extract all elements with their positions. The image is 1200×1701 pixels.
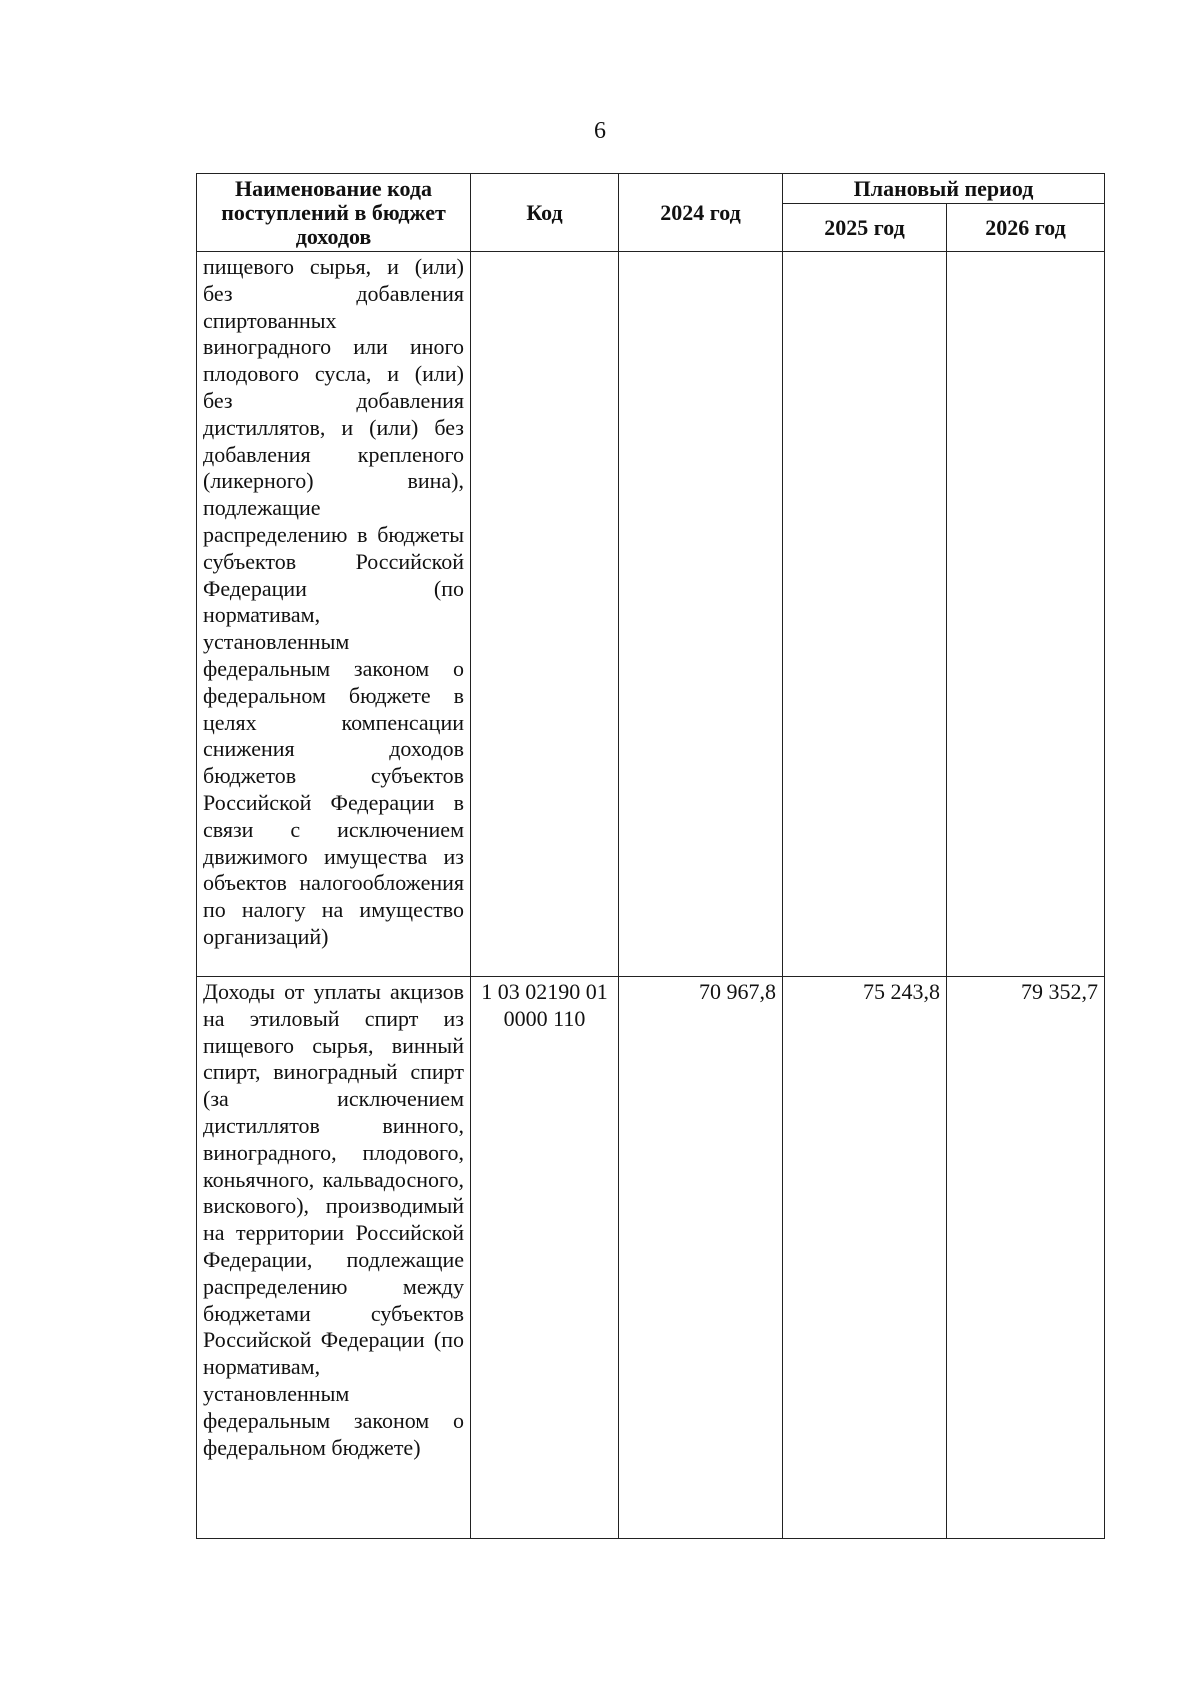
header-2026: 2026 год bbox=[947, 204, 1105, 252]
table-row bbox=[197, 252, 1105, 977]
row-value-2024: 70 967,8 bbox=[619, 977, 783, 1539]
row-code bbox=[471, 252, 619, 977]
header-2024: 2024 год bbox=[619, 174, 783, 252]
row-value-2025: 75 243,8 bbox=[783, 977, 947, 1539]
row-value-2024 bbox=[619, 252, 783, 977]
row-value-2026: 79 352,7 bbox=[947, 977, 1105, 1539]
revenue-table bbox=[196, 173, 1105, 1539]
row-name: пищевого сырья, и (или) без добавления спиртованных виноградного или иного плодового сусла, и (или) без добавления дистиллятов, и (или) без добавления крепленого (ликерного) вина), подлежащие распределению в бюджеты субъектов Российской Федерации (по нормативам, установленным федеральным законом о федеральном бюджете в целях компенсации снижения доходов бюджетов субъектов Российской Федерации в связи с исключением движимого имущества из объектов налогообложения по налогу на имущество организаций) bbox=[197, 252, 471, 977]
header-planned-period: Плановый период bbox=[783, 174, 1105, 204]
header-name: Наименование кода поступлений в бюджет доходов bbox=[197, 174, 471, 252]
table-row bbox=[197, 977, 1105, 1539]
header-code: Код bbox=[471, 174, 619, 252]
row-value-2026 bbox=[947, 252, 1105, 977]
row-name: Доходы от уплаты акцизов на этиловый спирт из пищевого сырья, винный спирт, виноградный спирт (за исключением дистиллятов винного, виноградного, плодового, коньячного, кальвадосного, вискового), производимый на территории Российской Федерации, подлежащие распределению между бюджетами субъектов Российской Федерации (по нормативам, установленным федеральным законом о федеральном бюджете) bbox=[197, 977, 471, 1539]
header-2025: 2025 год bbox=[783, 204, 947, 252]
page-number: 6 bbox=[594, 118, 606, 144]
row-value-2025 bbox=[783, 252, 947, 977]
row-code: 1 03 02190 01 0000 110 bbox=[471, 977, 619, 1539]
